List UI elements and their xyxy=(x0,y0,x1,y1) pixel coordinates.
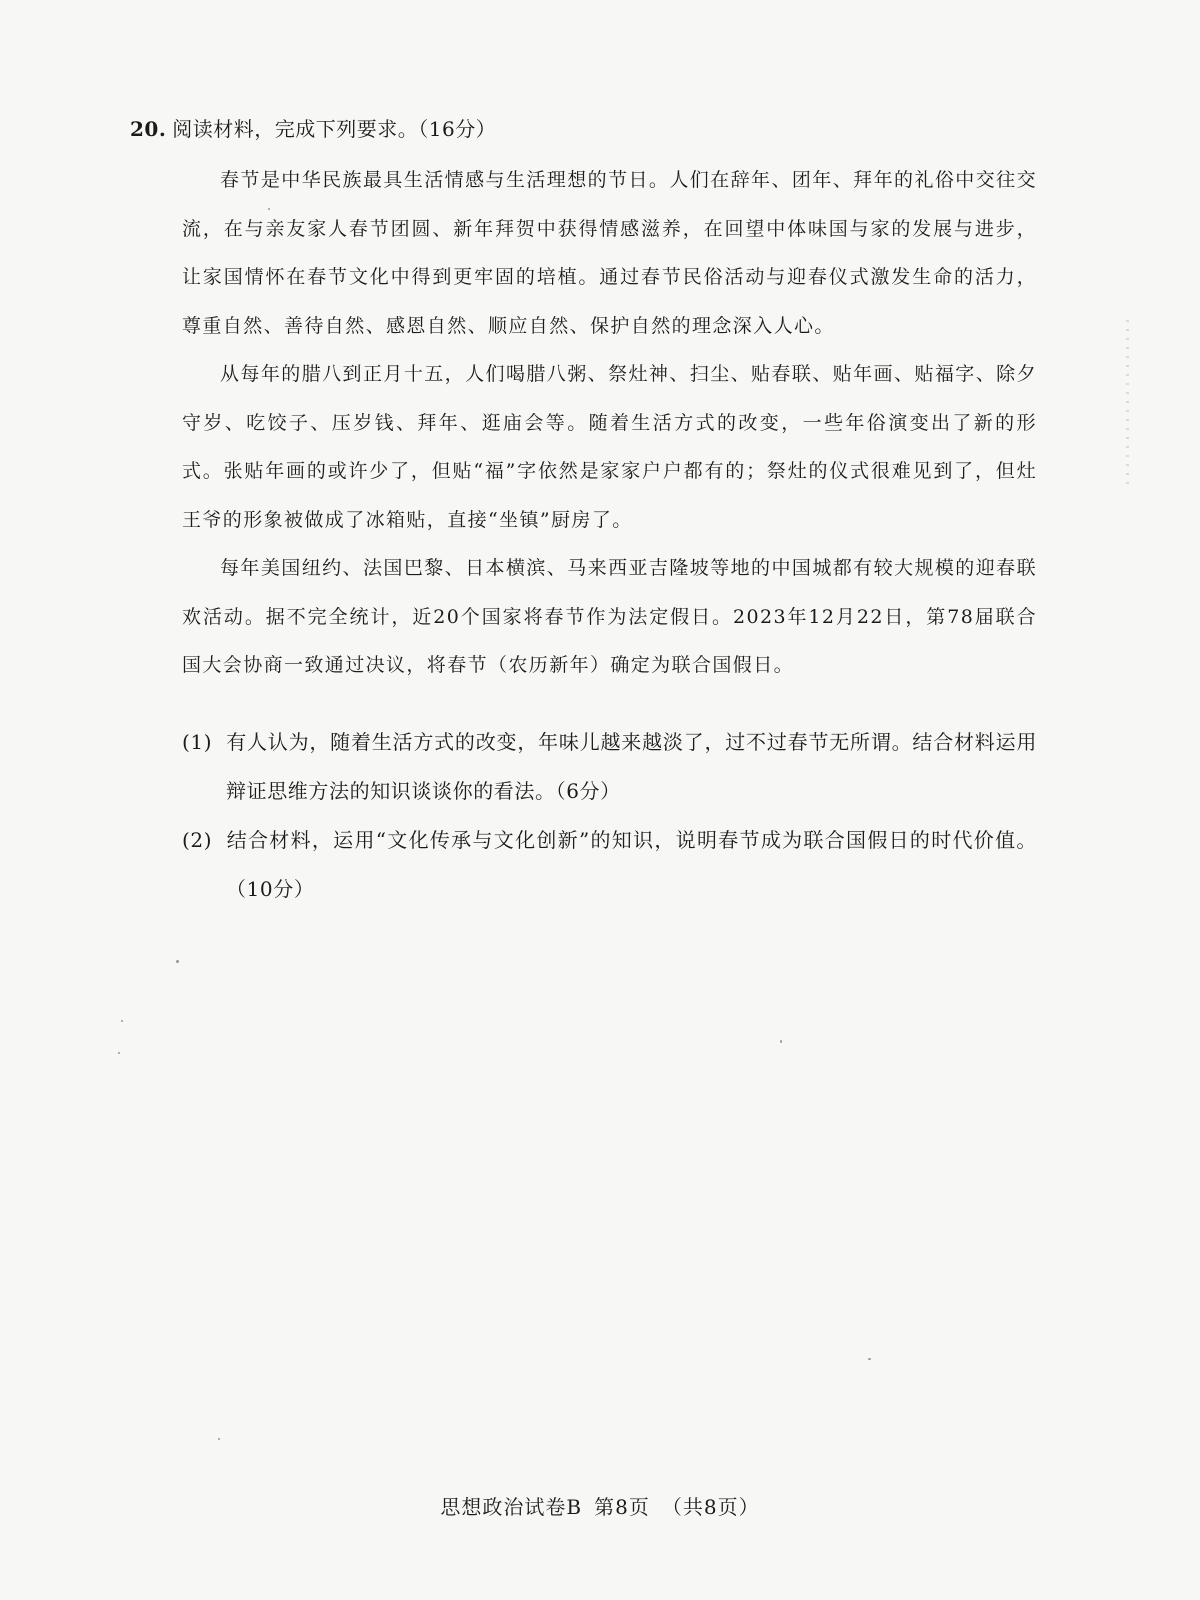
subquestion-1 xyxy=(182,718,1037,816)
scan-speck xyxy=(118,1052,120,1054)
scan-speck xyxy=(176,960,179,963)
material-paragraph-2: 从每年的腊八到正月十五，人们喝腊八粥、祭灶神、扫尘、贴春联、贴年画、贴福字、除夕守岁、吃饺子、压岁钱、拜年、逛庙会等。随着生活方式的改变，一些年俗演变出了新的形式。张贴年画的或许少了，但贴“福”字依然是家家户户都有的；祭灶的仪式很难见到了，但灶王爷的形象被做成了冰箱贴，直接“坐镇”厨房了。 xyxy=(182,363,1037,531)
footer-page-number: 第8页 xyxy=(594,1495,650,1519)
scan-speck xyxy=(868,1358,871,1360)
scan-speck xyxy=(780,1040,782,1043)
scan-edge-noise xyxy=(1126,320,1129,490)
question-header xyxy=(130,115,496,143)
question-number: 20. xyxy=(130,117,167,141)
footer-subject: 思想政治试卷B xyxy=(440,1495,583,1519)
question-prompt: 阅读材料，完成下列要求。（16分） xyxy=(172,117,497,141)
footer-total-pages: （共8页） xyxy=(661,1495,760,1519)
scan-speck xyxy=(268,208,270,210)
subquestion-2 xyxy=(182,816,1037,914)
scan-speck xyxy=(121,1020,123,1022)
scan-speck xyxy=(218,1438,220,1440)
subquestion-2-label: (2) xyxy=(182,828,213,852)
subquestion-1-label: (1) xyxy=(182,730,213,754)
material-paragraph-3: 每年美国纽约、法国巴黎、日本横滨、马来西亚吉隆坡等地的中国城都有较大规模的迎春联欢活动。据不完全统计，近20个国家将春节作为法定假日。2023年12月22日，第78届联合国大会协商一致通过决议，将春节（农历新年）确定为联合国假日。 xyxy=(182,557,1037,676)
page-footer xyxy=(0,1491,1200,1520)
subquestion-1-text: 有人认为，随着生活方式的改变，年味儿越来越淡了，过不过春节无所谓。结合材料运用辩证思维方法的知识谈谈你的看法。（6分） xyxy=(226,730,1037,803)
material-paragraph-1: 春节是中华民族最具生活情感与生活理想的节日。人们在辞年、团年、拜年的礼俗中交往交流，在与亲友家人春节团圆、新年拜贺中获得情感滋养，在回望中体味国与家的发展与进步，让家国情怀在春节文化中得到更牢固的培植。通过春节民俗活动与迎春仪式激发生命的活力，尊重自然、善待自然、感恩自然、顺应自然、保护自然的理念深入人心。 xyxy=(182,169,1037,337)
reading-material xyxy=(182,156,1037,690)
subquestion-2-text: 结合材料，运用“文化传承与文化创新”的知识，说明春节成为联合国假日的时代价值。（10分） xyxy=(226,828,1037,901)
